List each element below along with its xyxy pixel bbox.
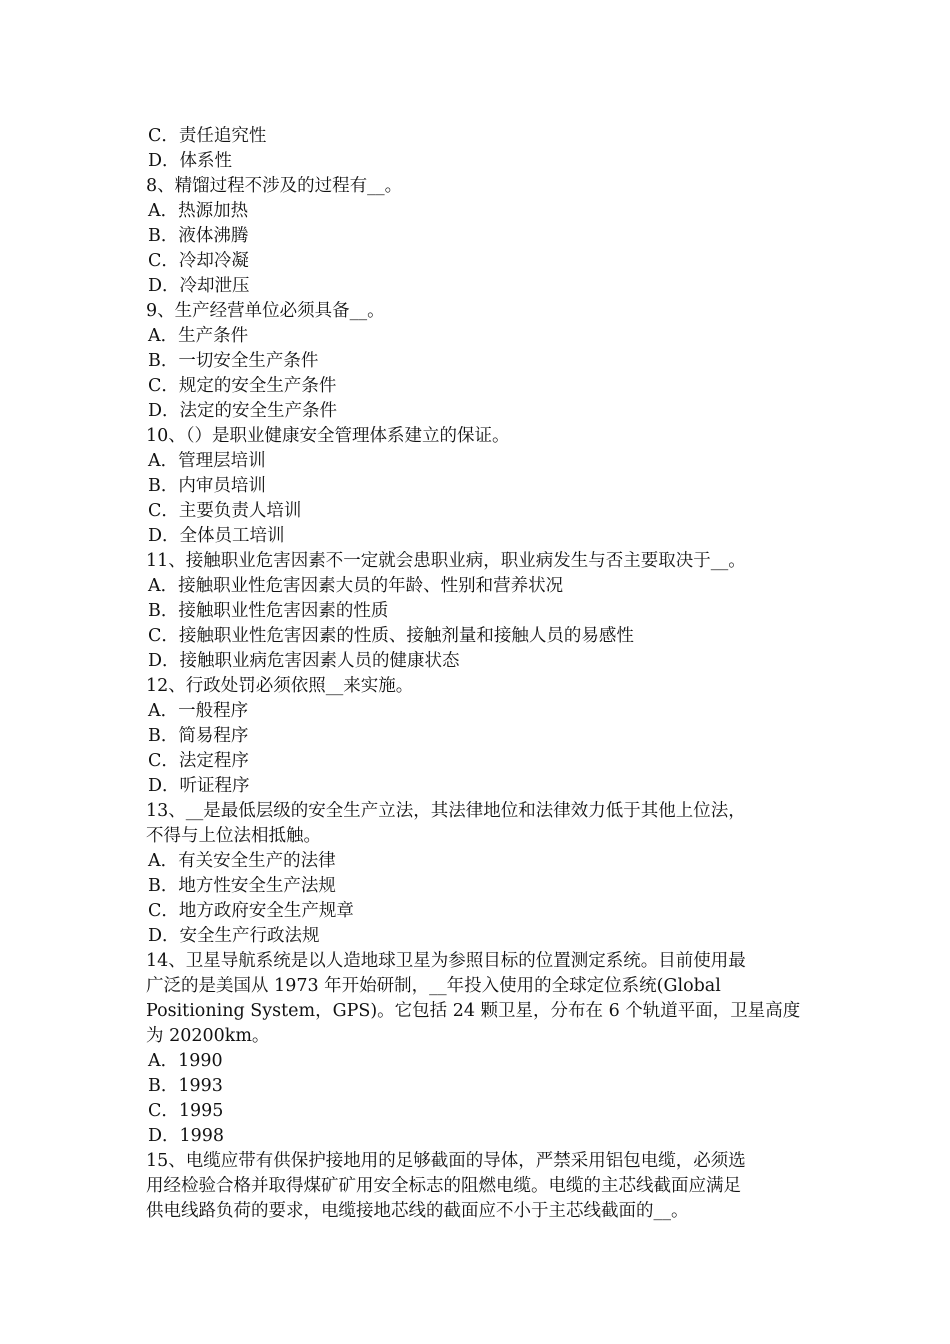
question-text: 为 20200km。 xyxy=(146,1026,270,1046)
answer-option: A．管理层培训 xyxy=(148,451,266,471)
answer-option: B．内审员培训 xyxy=(148,476,266,496)
question-text: 15、电缆应带有供保护接地用的足够截面的导体，严禁采用铝包电缆，必须选 xyxy=(146,1151,746,1171)
answer-option: B．一切安全生产条件 xyxy=(148,351,319,371)
answer-option: C．1995 xyxy=(148,1101,224,1121)
answer-option: A．热源加热 xyxy=(148,201,249,221)
document-body xyxy=(146,124,806,1224)
question-text: 13、__是最低层级的安全生产立法，其法律地位和法律效力低于其他上位法， xyxy=(146,801,746,821)
answer-option: D．体系性 xyxy=(148,151,233,171)
question-text: 8、精馏过程不涉及的过程有__。 xyxy=(146,176,403,196)
answer-option: B．液体沸腾 xyxy=(148,226,249,246)
answer-option: C．地方政府安全生产规章 xyxy=(148,901,354,921)
answer-option: D．1998 xyxy=(148,1126,225,1146)
answer-option: C．责任追究性 xyxy=(148,126,267,146)
answer-option: D．全体员工培训 xyxy=(148,526,285,546)
answer-option: A．1990 xyxy=(148,1051,223,1071)
answer-option: A．接触职业性危害因素大员的年龄、性别和营养状况 xyxy=(148,576,564,596)
answer-option: D．法定的安全生产条件 xyxy=(148,401,338,421)
answer-option: B．地方性安全生产法规 xyxy=(148,876,336,896)
question-text: Positioning System，GPS)。它包括 24 颗卫星，分布在 6 个轨道平面，卫星高度 xyxy=(146,1001,801,1021)
answer-option: A．有关安全生产的法律 xyxy=(148,851,336,871)
answer-option: B．1993 xyxy=(148,1076,223,1096)
answer-option: B．简易程序 xyxy=(148,726,249,746)
question-text: 10、（）是职业健康安全管理体系建立的保证。 xyxy=(146,426,510,446)
answer-option: C．法定程序 xyxy=(148,751,249,771)
question-text: 14、卫星导航系统是以人造地球卫星为参照目标的位置测定系统。目前使用最 xyxy=(146,951,746,971)
question-text: 供电线路负荷的要求，电缆接地芯线的截面应不小于主芯线截面的__。 xyxy=(146,1201,689,1221)
answer-option: D．接触职业病危害因素人员的健康状态 xyxy=(148,651,460,671)
question-text: 广泛的是美国从 1973 年开始研制，__年投入使用的全球定位系统(Global xyxy=(146,976,721,996)
question-text: 11、接触职业危害因素不一定就会患职业病，职业病发生与否主要取决于__。 xyxy=(146,551,746,571)
answer-option: C．规定的安全生产条件 xyxy=(148,376,337,396)
answer-option: D．安全生产行政法规 xyxy=(148,926,320,946)
answer-option: A．生产条件 xyxy=(148,326,249,346)
answer-option: C．接触职业性危害因素的性质、接触剂量和接触人员的易感性 xyxy=(148,626,634,646)
answer-option: D．听证程序 xyxy=(148,776,250,796)
answer-option: B．接触职业性危害因素的性质 xyxy=(148,601,389,621)
question-text: 用经检验合格并取得煤矿矿用安全标志的阻燃电缆。电缆的主芯线截面应满足 xyxy=(146,1176,741,1196)
answer-option: D．冷却泄压 xyxy=(148,276,250,296)
question-text: 9、生产经营单位必须具备__。 xyxy=(146,301,385,321)
answer-option: C．冷却冷凝 xyxy=(148,251,249,271)
answer-option: A．一般程序 xyxy=(148,701,249,721)
question-text: 不得与上位法相抵触。 xyxy=(146,826,321,846)
question-text: 12、行政处罚必须依照__来实施。 xyxy=(146,676,414,696)
answer-option: C．主要负责人培训 xyxy=(148,501,302,521)
